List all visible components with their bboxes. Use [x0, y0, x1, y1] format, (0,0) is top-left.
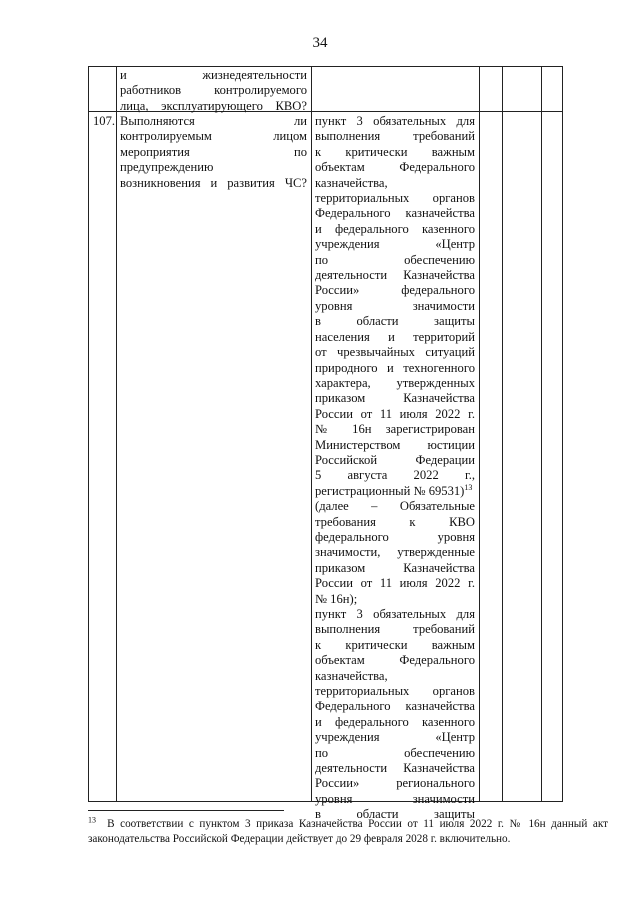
cell-line: деятельности Казначейства [315, 268, 475, 283]
cell-line: Федерального казначейства [315, 699, 475, 714]
continued-question-cell [120, 68, 307, 114]
cell-line: мероприятия по [120, 144, 307, 159]
cell-line: Министерством юстиции [315, 437, 475, 452]
cell-line: объектам Федерального [315, 160, 475, 175]
cell-line: 5 августа 2022 г., [315, 468, 475, 483]
cell-line: требования к КВО [315, 514, 475, 529]
footnote [88, 817, 608, 846]
footnote-separator [88, 810, 284, 811]
cell-line: лица, эксплуатирующего КВО? [120, 98, 307, 113]
cell-line: предупреждению [120, 160, 214, 175]
cell-line: приказом Казначейства [315, 560, 475, 575]
cell-line: № 16н); [315, 591, 358, 606]
cell-line: учреждения «Центр [315, 237, 475, 252]
cell-line: выполнения требований [315, 129, 475, 144]
checklist-table [88, 66, 563, 822]
cell-line: регистрационный № 69531)$^{13}$ [315, 483, 473, 498]
footnote-reference: 13 [464, 483, 473, 492]
cell-line: к критически важным [315, 637, 475, 652]
cell-line: объектам Федерального [315, 653, 475, 668]
cell-line: и федерального казенного [315, 714, 475, 729]
cell-line: России от 11 июля 2022 г. [315, 406, 475, 421]
requirements-cell [315, 114, 475, 823]
cell-line: казначейства, [315, 668, 388, 683]
cell-line: пункт 3 обязательных для [315, 114, 475, 128]
cell-line: казначейства, [315, 175, 388, 190]
cell-line: в области защиты [315, 807, 475, 822]
cell-line: возникновения и развития ЧС? [120, 175, 307, 190]
page-number: 34 [312, 35, 328, 51]
cell-line: от чрезвычайных ситуаций [315, 345, 475, 360]
cell-line: России от 11 июля 2022 г. [315, 576, 475, 591]
cell-line: значимости, утвержденные [315, 545, 475, 560]
cell-line: приказом Казначейства [315, 391, 475, 406]
cell-line: (далее – Обязательные [315, 499, 475, 514]
question-cell [120, 114, 307, 191]
cell-line: Федерального казначейства [315, 206, 475, 221]
column-divider [479, 67, 480, 801]
cell-line: территориальных органов [315, 191, 475, 206]
cell-line: и жизнедеятельности [120, 68, 307, 82]
cell-line: контролируемым лицом [120, 129, 307, 144]
cell-line: по обеспечению [315, 745, 475, 760]
cell-line: уровня значимости [315, 298, 475, 313]
cell-line: работников контролируемого [120, 83, 307, 98]
column-divider [541, 67, 542, 801]
cell-line: учреждения «Центр [315, 730, 475, 745]
cell-line: федерального уровня [315, 529, 475, 544]
footnote-line-2: законодательства Российской Федерации действует до 29 февраля 2028 г. включительно. [88, 832, 511, 845]
row-number: 107. [93, 114, 116, 128]
cell-line: пункт 3 обязательных для [315, 607, 475, 621]
cell-line: природного и техногенного [315, 360, 475, 375]
cell-line: деятельности Казначейства [315, 761, 475, 776]
cell-line: России» регионального [315, 776, 475, 791]
footnote-marker: 13 [88, 815, 96, 825]
footnote-line-1: В соответствии с пунктом 3 приказа Казначейства России от 11 июля 2022 г. № 16н данный акт [107, 818, 608, 830]
cell-line: территориальных органов [315, 684, 475, 699]
cell-line: № 16н зарегистрирован [315, 422, 475, 437]
cell-line: в области защиты [315, 314, 475, 329]
cell-line: характера, утвержденных [315, 375, 475, 390]
cell-line: по обеспечению [315, 252, 475, 267]
cell-line: населения и территорий [315, 329, 475, 344]
column-divider [502, 67, 503, 801]
column-divider [311, 67, 312, 801]
cell-line: и федерального казенного [315, 221, 475, 236]
cell-line: к критически важным [315, 144, 475, 159]
cell-line: Выполняются ли [120, 114, 307, 128]
cell-line: России» федерального [315, 283, 475, 298]
cell-line: выполнения требований [315, 622, 475, 637]
column-divider [116, 67, 117, 801]
cell-line: уровня значимости [315, 791, 475, 806]
cell-line: Российской Федерации [315, 452, 475, 467]
